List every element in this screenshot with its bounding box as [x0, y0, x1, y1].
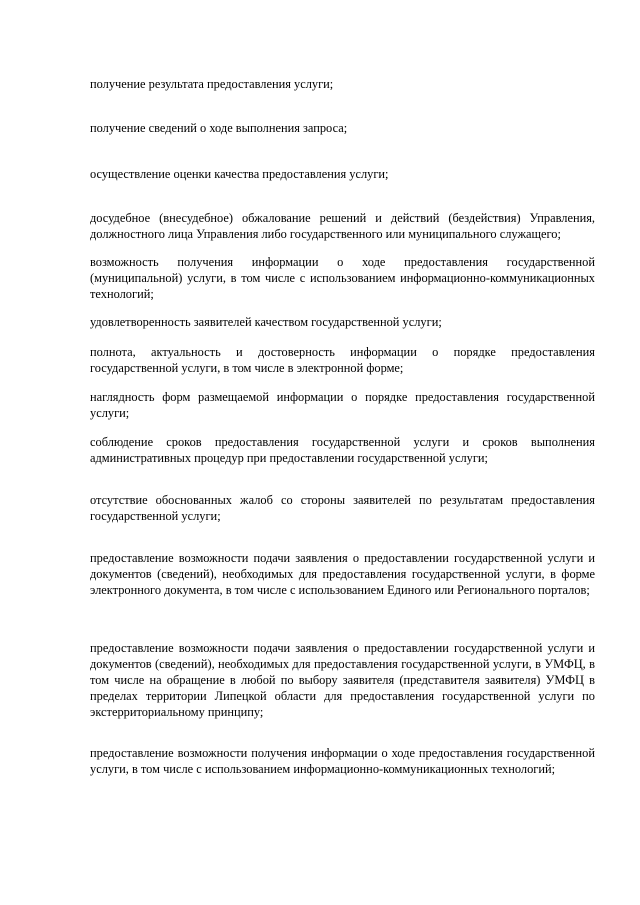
- paragraph: отсутствие обоснованных жалоб со стороны заявителей по результатам предоставления государственной услуги;: [90, 493, 595, 523]
- paragraph: досудебное (внесудебное) обжалование решений и действий (бездействия) Управления, должностного лица Управления либо государственного или муниципального служащего;: [90, 211, 595, 241]
- paragraph: наглядность форм размещаемой информации о порядке предоставления государственной услуги;: [90, 390, 595, 420]
- paragraph: осуществление оценки качества предоставления услуги;: [90, 167, 389, 181]
- paragraph: соблюдение сроков предоставления государственной услуги и сроков выполнения административных процедур при предоставлении государственной услуги;: [90, 435, 595, 465]
- paragraph: удовлетворенность заявителей качеством государственной услуги;: [90, 315, 442, 329]
- paragraph: полнота, актуальность и достоверность информации о порядке предоставления государственной услуги, в том числе в электронной форме;: [90, 345, 595, 375]
- paragraph: возможность получения информации о ходе предоставления государственной (муниципальной) услуги, в том числе с использованием информационно-коммуникационных технологий;: [90, 255, 595, 301]
- paragraph: получение результата предоставления услуги;: [90, 77, 334, 91]
- paragraph: получение сведений о ходе выполнения запроса;: [90, 121, 348, 135]
- paragraph: предоставление возможности получения информации о ходе предоставления государственной услуги, в том числе с использованием информационно-коммуникационных технологий;: [90, 746, 595, 776]
- paragraph: предоставление возможности подачи заявления о предоставлении государственной услуги и документов (сведений), необходимых для предоставления государственной услуги, в форме электронного документа, в том числе с использованием Единого или Регионального порталов;: [90, 551, 595, 597]
- paragraph: предоставление возможности подачи заявления о предоставлении государственной услуги и документов (сведений), необходимых для предоставления государственной услуги, в УМФЦ, в том числе на обращение в любой по выбору заявителя (представителя заявителя) УМФЦ в пределах территории Липецкой области для предоставления государственной услуги по экстерриториальному принципу;: [90, 641, 595, 719]
